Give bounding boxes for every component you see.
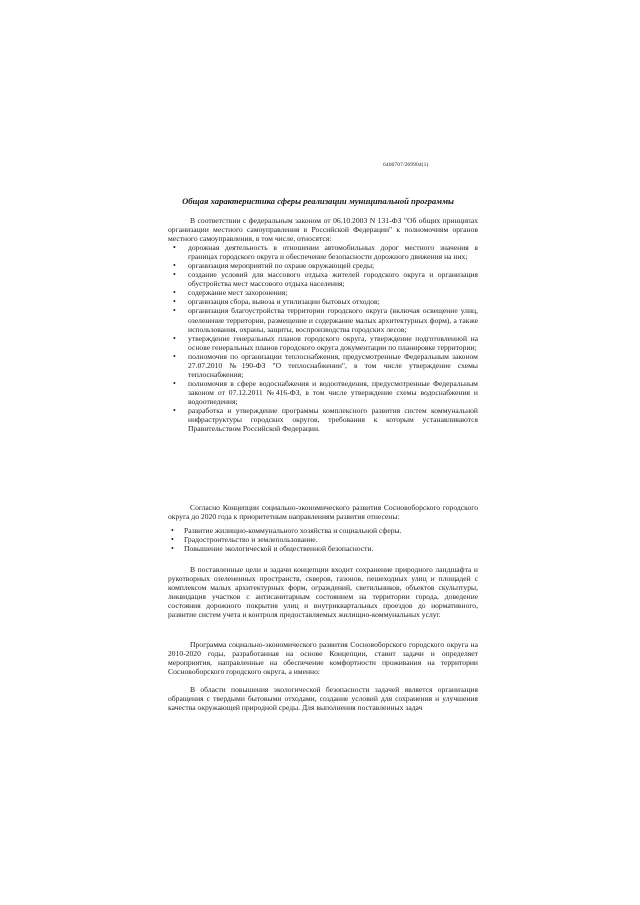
intro-paragraph: В соответствии с федеральным законом от 06.10.2003 N 131-ФЗ "Об общих принципах организации местного самоуправления в Российской Федерации" к полномочиям органов местного самоуправления, в том числе, относятся:	[168, 216, 478, 244]
list-item: • утверждение генеральных планов городского округа, утверждение подготовленной на основе генеральных планов городского округа документации по планировке территории;	[168, 334, 478, 352]
list-item: • Повышение экологической и общественной безопасности.	[168, 544, 478, 553]
concept-paragraph: Согласно Концепции социально-экономического развития Сосновоборского городского округа до 2020 года к приоритетным направлениям развития отнесены:	[168, 503, 478, 522]
concept-section	[168, 503, 478, 553]
list-item: • организация мероприятий по охране окружающей среды;	[168, 261, 478, 270]
list-item: • полномочия в сфере водоснабжения и водоотведения, предусмотренные Федеральным законом от 07.12.2011 №416-ФЗ, в том числе утверждение схемы водоснабжения и водоотведения;	[168, 379, 478, 406]
list-item: • организация сбора, вывоза и утилизации бытовых отходов;	[168, 297, 478, 306]
list-item: • содержание мест захоронения;	[168, 288, 478, 297]
goals-section	[168, 565, 478, 619]
program-paragraph: Программа социально-экономического развития Сосновоборского городского округа на 2010-2020 годы, разработанная на основе Концепции, ставит задачи и определяет мероприятия, направленные на обеспечение комфортности проживания на территории Сосновоборского городского округа, а именно:	[168, 640, 478, 677]
page-title: Общая характеристика сферы реализации муниципальной программы	[182, 196, 454, 206]
powers-list	[168, 243, 478, 433]
list-item: • разработка и утверждение программы комплексного развития систем коммунальной инфраструктуры городских округов, требования к которым устанавливаются Правительством Российской Федерации.	[168, 406, 478, 433]
ecology-paragraph: В области повышения экологической безопасности задачей является организация обращения с твердыми бытовыми отходами, создание условий для сохранения и улучшения качества окружающей природной среды. Для выполнения поставленных задач	[168, 685, 478, 713]
concept-goals-paragraph: В поставленные цели и задачи концепции входит сохранение природного ландшафта и рукотворных озелененных пространств, скверов, газонов, пешеходных улиц и площадей с комплексом малых архитектурных форм, ограждений, светильников, объектов скульптуры, ликвидация участков с антисанитарным состоянием на территории города, доведение состояния дорожного покрытия улиц и внутриквартальных проездов до нормативного, развитие систем учета и контроля предоставляемых жилищно-коммунальных услуг.	[168, 565, 478, 620]
list-item: • полномочия по организации теплоснабжения, предусмотренные Федеральным законом 27.07.2010 №190-ФЗ "О теплоснабжении", в том числе утверждение схемы теплоснабжения;	[168, 352, 478, 379]
priorities-list	[168, 526, 478, 553]
program-section	[168, 640, 478, 676]
document-body	[168, 216, 478, 433]
ecology-section	[168, 685, 478, 712]
list-item: • создание условий для массового отдыха жителей городского округа и организация обустройства мест массового отдыха населения;	[168, 270, 478, 288]
document-id: 6406707/269904(1)	[383, 162, 429, 168]
list-item: • дорожная деятельность в отношении автомобильных дорог местного значения в границах городского округа и обеспечение безопасности дорожного движения на них;	[168, 243, 478, 261]
list-item: • организация благоустройства территории городского округа (включая освещение улиц, озеленение территории, размещение и содержание малых архитектурных форм), а также использования, охраны, защиты, воспроизводства городских лесов;	[168, 306, 478, 333]
list-item: • Градостроительство и землепользование.	[168, 535, 478, 544]
list-item: • Развитие жилищно-коммунального хозяйства и социальной сферы.	[168, 526, 478, 535]
